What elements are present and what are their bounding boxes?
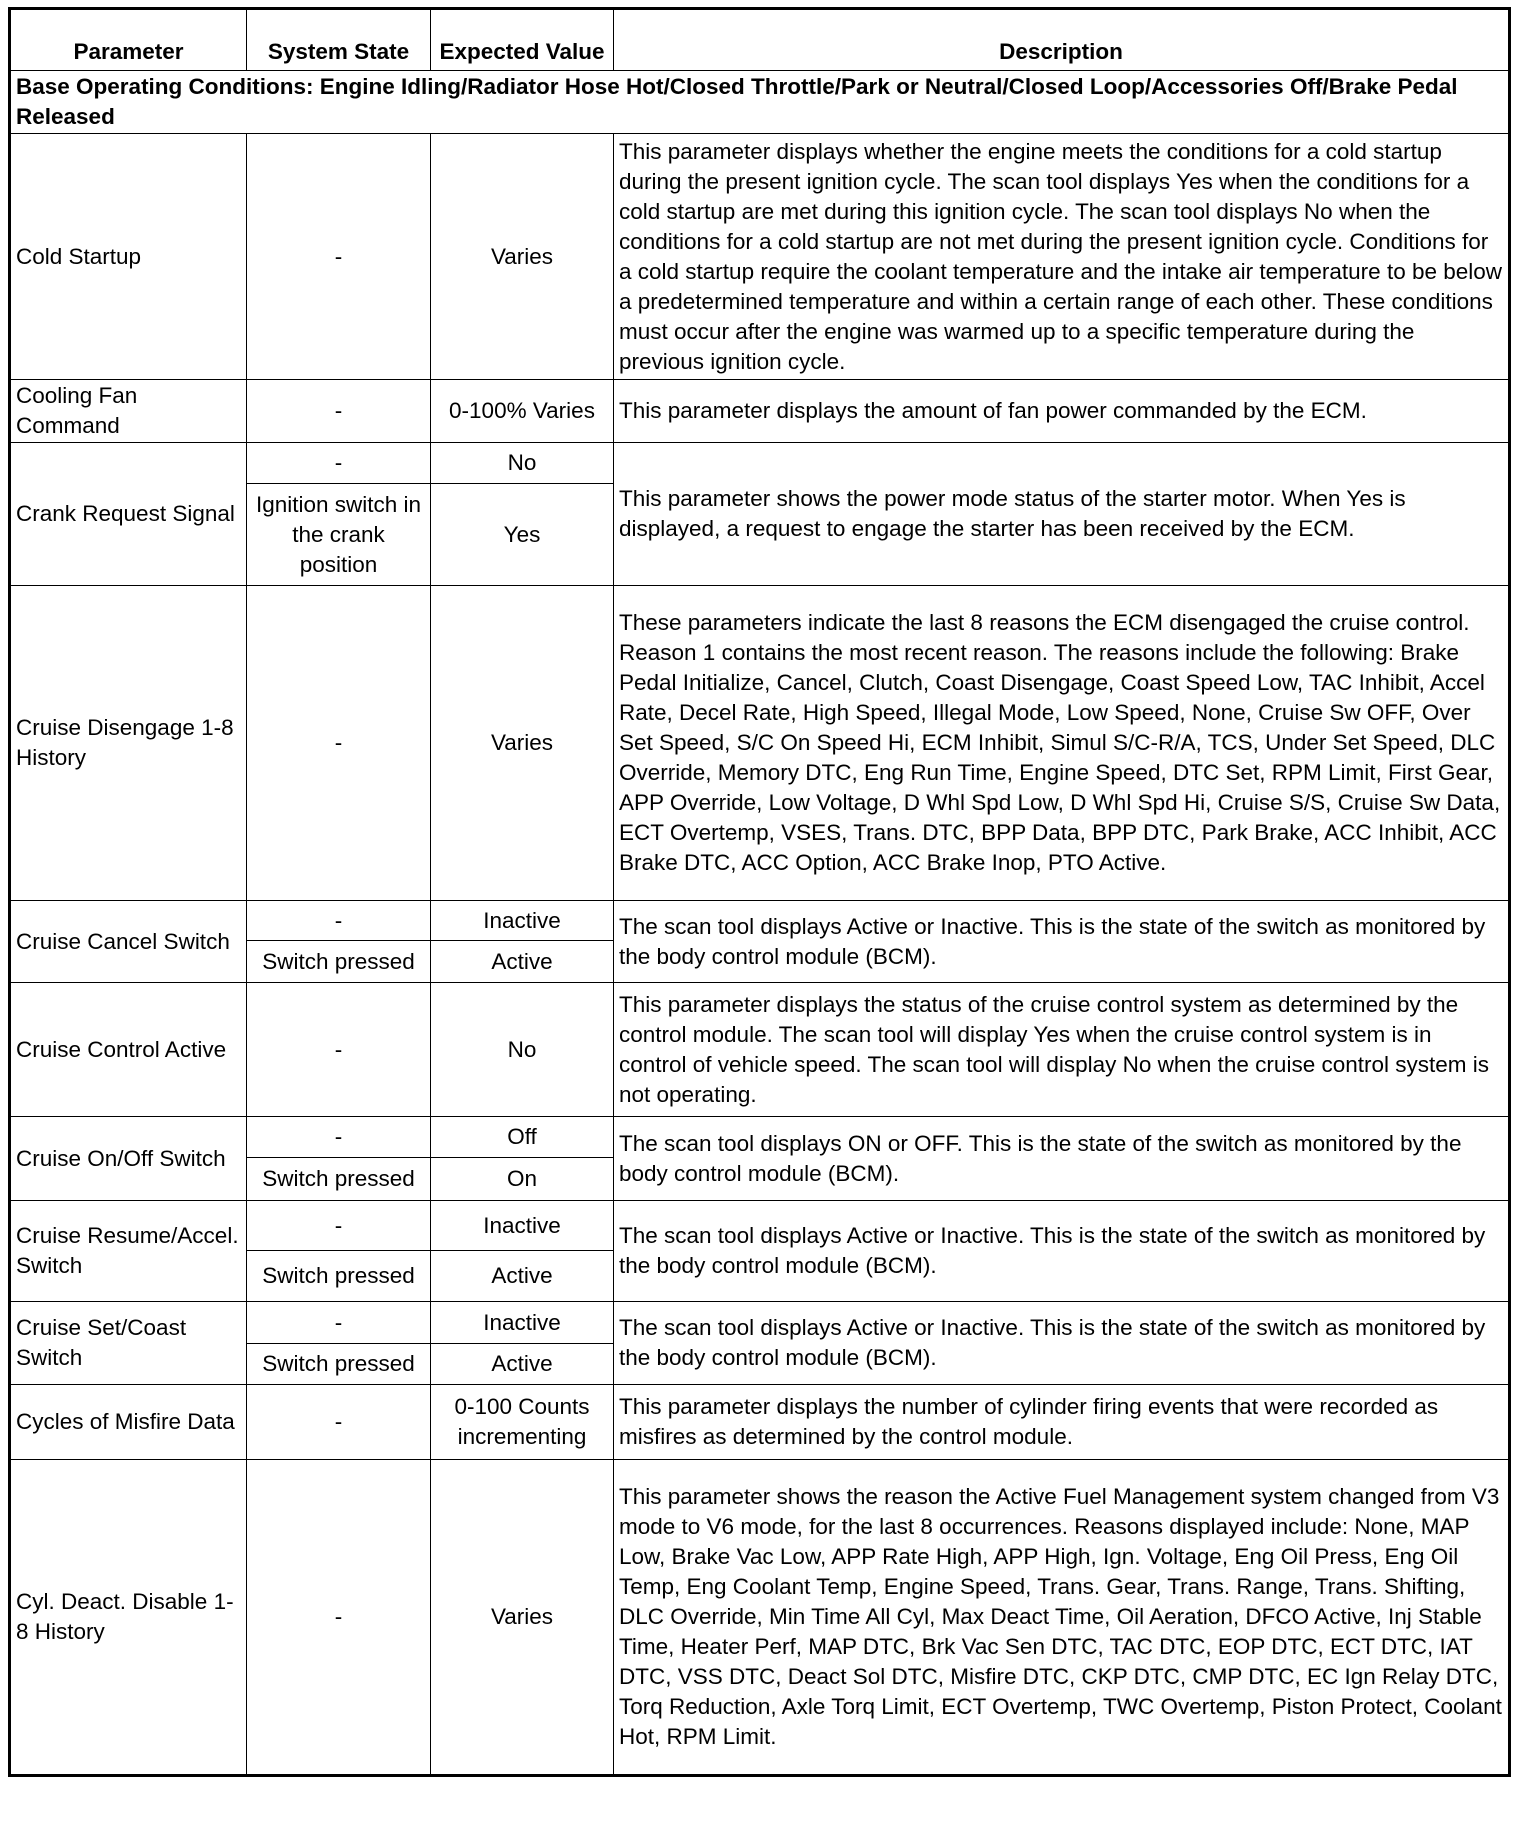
description-cell: This parameter displays the amount of fan power commanded by the ECM. [614, 380, 1510, 443]
expected-value-cell: Active [431, 1251, 614, 1302]
parameter-cell: Cruise On/Off Switch [10, 1117, 247, 1201]
base-conditions-row [10, 71, 1510, 134]
system-state-cell: - [247, 1117, 431, 1158]
expected-value-cell: No [431, 443, 614, 484]
description-cell: This parameter displays the number of cylinder firing events that were recorded as misfires as determined by the control module. [614, 1385, 1510, 1460]
table-row [10, 1117, 1510, 1158]
description-cell: The scan tool displays Active or Inactive. This is the state of the switch as monitored by the body control module (BCM). [614, 1201, 1510, 1302]
parameter-cell: Cold Startup [10, 134, 247, 380]
header-parameter: Parameter [10, 9, 247, 71]
description-cell: The scan tool displays Active or Inactive. This is the state of the switch as monitored by the body control module (BCM). [614, 1302, 1510, 1385]
parameter-cell: Cruise Set/Coast Switch [10, 1302, 247, 1385]
description-cell: This parameter shows the power mode status of the starter motor. When Yes is displayed, a request to engage the starter has been received by the ECM. [614, 443, 1510, 586]
system-state-cell: - [247, 443, 431, 484]
table-row [10, 1460, 1510, 1776]
parameter-cell: Cruise Disengage 1-8 History [10, 586, 247, 901]
expected-value-cell: Inactive [431, 901, 614, 941]
description-cell: The scan tool displays ON or OFF. This is the state of the switch as monitored by the body control module (BCM). [614, 1117, 1510, 1201]
expected-value-cell: Varies [431, 134, 614, 380]
table-row [10, 1302, 1510, 1344]
description-cell: This parameter displays whether the engine meets the conditions for a cold startup during the present ignition cycle. The scan tool displays Yes when the conditions for a cold startup are met during this ignition cycle. The scan tool displays No when the conditions for a cold startup are not met during the present ignition cycle. Conditions for a cold startup require the coolant temperature and the intake air temperature to be below a predetermined temperature and within a certain range of each other. These conditions must occur after the engine was warmed up to a specific temperature during the previous ignition cycle. [614, 134, 1510, 380]
expected-value-cell: Inactive [431, 1302, 614, 1344]
header-description: Description [614, 9, 1510, 71]
expected-value-cell: Active [431, 941, 614, 983]
description-cell: This parameter shows the reason the Active Fuel Management system changed from V3 mode to V6 mode, for the last 8 occurrences. Reasons displayed include: None, MAP Low, Brake Vac Low, APP Rate High, APP High, Ign. Voltage, Eng Oil Press, Eng Oil Temp, Eng Coolant Temp, Engine Speed, Trans. Gear, Trans. Range, Trans. Shifting, DLC Override, Min Time All Cyl, Max Deact Time, Oil Aeration, DFCO Active, Inj Stable Time, Heater Perf, MAP DTC, Brk Vac Sen DTC, TAC DTC, EOP DTC, ECT DTC, IAT DTC, VSS DTC, Deact Sol DTC, Misfire DTC, CKP DTC, CMP DTC, EC Ign Relay DTC, Torq Reduction, Axle Torq Limit, ECT Overtemp, TWC Overtemp, Piston Protect, Coolant Hot, RPM Limit. [614, 1460, 1510, 1776]
parameter-table [8, 7, 1511, 1777]
description-cell: These parameters indicate the last 8 reasons the ECM disengaged the cruise control. Reason 1 contains the most recent reason. The reasons include the following: Brake Pedal Initialize, Cancel, Clutch, Coast Disengage, Coast Speed Low, TAC Inhibit, Accel Rate, Decel Rate, High Speed, Illegal Mode, Low Speed, None, Cruise Sw OFF, Over Set Speed, S/C On Speed Hi, ECM Inhibit, Simul S/C-R/A, TCS, Under Set Speed, DLC Override, Memory DTC, Eng Run Time, Engine Speed, DTC Set, RPM Limit, First Gear, APP Override, Low Voltage, D Whl Spd Low, D Whl Spd Hi, Cruise S/S, Cruise Sw Data, ECT Overtemp, VSES, Trans. DTC, BPP Data, BPP DTC, Park Brake, ACC Inhibit, ACC Brake DTC, ACC Option, ACC Brake Inop, PTO Active. [614, 586, 1510, 901]
expected-value-cell: Varies [431, 586, 614, 901]
description-cell: This parameter displays the status of the cruise control system as determined by the control module. The scan tool will display Yes when the cruise control system is in control of vehicle speed. The scan tool will display No when the cruise control system is not operating. [614, 983, 1510, 1117]
system-state-cell: - [247, 1385, 431, 1460]
parameter-cell: Cruise Control Active [10, 983, 247, 1117]
system-state-cell: Switch pressed [247, 941, 431, 983]
expected-value-cell: Active [431, 1344, 614, 1385]
system-state-cell: Switch pressed [247, 1344, 431, 1385]
table-row [10, 983, 1510, 1117]
parameter-cell: Cyl. Deact. Disable 1-8 History [10, 1460, 247, 1776]
parameter-cell: Cycles of Misfire Data [10, 1385, 247, 1460]
system-state-cell: - [247, 901, 431, 941]
system-state-cell: Switch pressed [247, 1158, 431, 1201]
header-system-state: System State [247, 9, 431, 71]
table-row [10, 1385, 1510, 1460]
system-state-cell: Ignition switch in the crank position [247, 484, 431, 586]
expected-value-cell: On [431, 1158, 614, 1201]
header-expected-value: Expected Value [431, 9, 614, 71]
expected-value-cell: Inactive [431, 1201, 614, 1251]
system-state-cell: - [247, 134, 431, 380]
table-row [10, 586, 1510, 901]
header-row [10, 9, 1510, 71]
description-cell: The scan tool displays Active or Inactive. This is the state of the switch as monitored by the body control module (BCM). [614, 901, 1510, 983]
parameter-cell: Cruise Cancel Switch [10, 901, 247, 983]
table-row [10, 1201, 1510, 1251]
system-state-cell: - [247, 1460, 431, 1776]
system-state-cell: - [247, 380, 431, 443]
parameter-cell: Cruise Resume/Accel. Switch [10, 1201, 247, 1302]
system-state-cell: - [247, 1302, 431, 1344]
table-row [10, 380, 1510, 443]
system-state-cell: - [247, 586, 431, 901]
expected-value-cell: 0-100 Counts incrementing [431, 1385, 614, 1460]
parameter-cell: Cooling Fan Command [10, 380, 247, 443]
expected-value-cell: Varies [431, 1460, 614, 1776]
table-row [10, 134, 1510, 380]
expected-value-cell: 0-100% Varies [431, 380, 614, 443]
system-state-cell: - [247, 983, 431, 1117]
system-state-cell: Switch pressed [247, 1251, 431, 1302]
parameter-cell: Crank Request Signal [10, 443, 247, 586]
expected-value-cell: No [431, 983, 614, 1117]
system-state-cell: - [247, 1201, 431, 1251]
expected-value-cell: Yes [431, 484, 614, 586]
table-row [10, 443, 1510, 484]
expected-value-cell: Off [431, 1117, 614, 1158]
table-row [10, 901, 1510, 941]
base-conditions: Base Operating Conditions: Engine Idling/Radiator Hose Hot/Closed Throttle/Park or Neutral/Closed Loop/Accessories Off/Brake Pedal Released [10, 71, 1510, 134]
